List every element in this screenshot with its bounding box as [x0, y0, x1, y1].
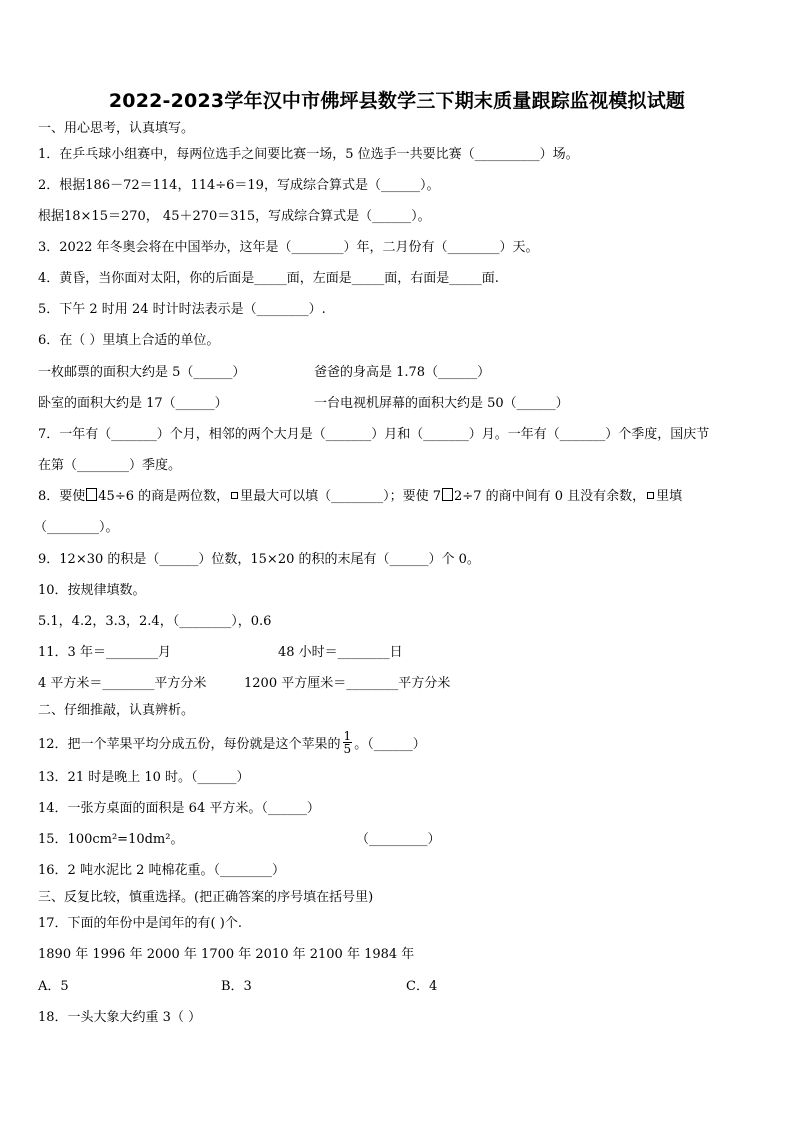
- question-11c: 4 平方米＝________平方分米: [38, 676, 207, 691]
- question-14: 14．一张方桌面的面积是 64 平方米。（______）: [38, 801, 320, 816]
- question-17-years: 1890 年 1996 年 2000 年 1700 年 2010 年 2100 年 1984 年: [38, 947, 415, 962]
- question-6d: 一台电视机屏幕的面积大约是 50（______）: [314, 396, 569, 411]
- question-6a: 一枚邮票的面积大约是 5（______）: [38, 365, 246, 380]
- question-2b: 根据18×15＝270， 45＋270＝315，写成综合算式是（______）。: [38, 209, 431, 224]
- question-3: 3．2022 年冬奥会将在中国举办，这年是（________）年，二月份有（________）天。: [38, 240, 539, 255]
- fraction-numerator: 1: [343, 729, 352, 743]
- question-10a: 5.1，4.2，3.3，2.4，（________），0.6: [38, 614, 272, 629]
- question-8b: （________）。: [34, 520, 119, 535]
- choice-b: B．3: [221, 979, 252, 994]
- question-10: 10．按规律填数。: [38, 583, 146, 598]
- question-5: 5．下午 2 时用 24 时计时法表示是（________）.: [38, 302, 326, 317]
- question-18: 18．一头大象大约重 3（ ）: [38, 1010, 202, 1025]
- question-11b: 48 小时＝________日: [278, 645, 403, 660]
- fraction-denominator: 5: [343, 742, 352, 756]
- choice-a: A．5: [38, 979, 69, 994]
- question-12: [38, 729, 426, 757]
- q8-part5: 里填: [656, 489, 683, 504]
- question-16: 16．2 吨水泥比 2 吨棉花重。（________）: [38, 863, 285, 878]
- q8-part1: 8．要使: [38, 489, 86, 504]
- question-7b: 在第（________）季度。: [38, 458, 182, 473]
- blank-box: [442, 488, 453, 501]
- question-6b: 爸爸的身高是 1.78（______）: [314, 365, 491, 380]
- blank-box: [86, 488, 97, 501]
- question-6: 6．在（ ）里填上合适的单位。: [38, 333, 220, 348]
- small-box-icon: [647, 492, 654, 499]
- q12-answer: 。（______）: [354, 737, 426, 752]
- question-4: 4．黄昏，当你面对太阳，你的后面是_____面，左面是_____面，右面是_____面.: [38, 271, 499, 286]
- question-11d: 1200 平方厘米＝________平方分米: [244, 676, 451, 691]
- fraction-one-fifth: [343, 730, 353, 755]
- page-title: 2022-2023学年汉中市佛坪县数学三下期末质量跟踪监视模拟试题: [108, 90, 686, 112]
- section-heading-3: 三、反复比较，慎重选择。(把正确答案的序号填在括号里): [38, 890, 374, 905]
- question-17: 17．下面的年份中是闰年的有( )个.: [38, 916, 242, 931]
- question-8a: [38, 488, 682, 506]
- small-box-icon: [231, 492, 238, 499]
- q12-text: 12．把一个苹果平均分成五份，每份就是这个苹果的: [38, 737, 341, 752]
- question-11a: 11．3 年＝________月: [38, 645, 171, 660]
- question-6c: 卧室的面积大约是 17（______）: [38, 396, 228, 411]
- question-7a: 7．一年有（_______）个月，相邻的两个大月是（_______）月和（_______）月。一年有（_______）个季度，国庆节: [38, 427, 710, 442]
- question-9: 9．12×30 的积是（______）位数，15×20 的积的末尾有（______）个 0。: [38, 552, 480, 567]
- q8-part2: 45÷6 的商是两位数，: [98, 489, 230, 504]
- question-2a: 2．根据186－72＝114，114÷6＝19，写成综合算式是（______）。: [38, 178, 440, 193]
- choice-c: C．4: [406, 979, 438, 994]
- question-15-answer: （_________）: [356, 832, 441, 847]
- section-heading-1: 一、用心思考，认真填写。: [38, 121, 195, 136]
- section-heading-2: 二、仔细推敲，认真辨析。: [38, 703, 195, 718]
- question-15: 15．100cm²=10dm²。: [38, 832, 184, 847]
- question-1: 1．在乒乓球小组赛中，每两位选手之间要比赛一场，5 位选手一共要比赛（__________）场。: [38, 147, 579, 162]
- question-13: 13．21 时是晚上 10 时。（______）: [38, 770, 250, 785]
- q8-part4: 2÷7 的商中间有 0 且没有余数，: [454, 489, 646, 504]
- q8-part3: 里最大可以填（________）；要使 7: [240, 489, 442, 504]
